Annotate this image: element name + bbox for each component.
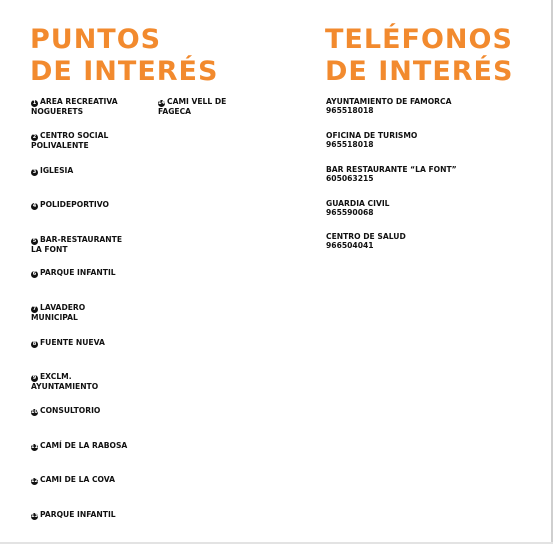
poi-label: EXCLM. AYUNTAMIENTO xyxy=(31,372,99,391)
poi-item xyxy=(31,441,127,451)
number-badge-icon: 4 xyxy=(32,203,37,209)
phone-number: 605063215 xyxy=(326,174,374,183)
poi-label: CAMI DE LA COVA xyxy=(40,475,116,484)
number-badge-icon: 3 xyxy=(32,169,37,175)
number-badge-icon: 14 xyxy=(158,100,165,106)
phone-number: 965518018 xyxy=(326,106,374,115)
poi-item xyxy=(31,338,105,348)
phone-entry xyxy=(326,131,417,149)
phones-heading xyxy=(325,24,513,88)
poi-label: CAMI VELL DE FAGECA xyxy=(158,97,227,116)
phone-number: 965590068 xyxy=(326,208,374,217)
poi-item xyxy=(31,166,73,176)
heading-line-1: PUNTOS xyxy=(30,24,162,55)
number-badge-icon: 5 xyxy=(32,238,37,244)
number-badge-icon: 1 xyxy=(32,100,37,106)
poi-item xyxy=(31,235,122,254)
poi-label: CONSULTORIO xyxy=(40,406,101,415)
number-badge-icon: 10 xyxy=(31,409,38,415)
number-badge-icon: 9 xyxy=(32,375,37,381)
poi-item xyxy=(158,97,226,116)
poi-item xyxy=(31,510,116,520)
phone-name: GUARDIA CIVIL xyxy=(326,199,390,208)
phone-entry xyxy=(326,165,457,183)
phone-name: OFICINA DE TURISMO xyxy=(326,131,418,140)
poi-label: BAR-RESTAURANTE LA FONT xyxy=(31,235,123,254)
heading-line-2: DE INTERÉS xyxy=(30,56,219,87)
poi-item xyxy=(31,97,118,116)
number-badge-icon: 6 xyxy=(32,271,37,277)
number-badge-icon: 8 xyxy=(32,341,37,347)
poi-label: POLIDEPORTIVO xyxy=(40,200,109,209)
poi-label: FUENTE NUEVA xyxy=(40,338,105,347)
phone-entry xyxy=(326,232,406,250)
number-badge-icon: 13 xyxy=(31,513,38,519)
phone-entry xyxy=(326,97,451,115)
poi-label: LAVADERO MUNICIPAL xyxy=(31,303,86,322)
poi-item xyxy=(31,303,85,322)
poi-item xyxy=(31,406,100,416)
phone-entry xyxy=(326,199,389,217)
poi-label: PARQUE INFANTIL xyxy=(40,268,116,277)
heading-line-2: DE INTERÉS xyxy=(325,56,514,87)
poi-label: IGLESIA xyxy=(40,166,74,175)
phone-name: CENTRO DE SALUD xyxy=(326,232,406,241)
poi-label: AREA RECREATIVA NOGUERETS xyxy=(31,97,118,116)
poi-label: PARQUE INFANTIL xyxy=(40,510,116,519)
poi-item xyxy=(31,131,108,150)
phone-number: 966504041 xyxy=(326,241,374,250)
poi-item xyxy=(31,475,115,485)
points-of-interest-heading xyxy=(30,24,218,88)
phone-name: AYUNTAMIENTO DE FAMORCA xyxy=(326,97,452,106)
heading-line-1: TELÉFONOS xyxy=(325,24,513,55)
poi-label: CENTRO SOCIAL POLIVALENTE xyxy=(31,131,109,150)
number-badge-icon: 11 xyxy=(31,444,38,450)
number-badge-icon: 2 xyxy=(32,134,37,140)
number-badge-icon: 12 xyxy=(31,478,38,484)
phone-number: 965518018 xyxy=(326,140,374,149)
poi-item xyxy=(31,268,116,278)
phone-name: BAR RESTAURANTE “LA FONT” xyxy=(326,165,457,174)
poi-item xyxy=(31,372,98,391)
poi-item xyxy=(31,200,109,210)
number-badge-icon: 7 xyxy=(32,306,37,312)
poi-label: CAMÍ DE LA RABOSA xyxy=(40,441,128,450)
